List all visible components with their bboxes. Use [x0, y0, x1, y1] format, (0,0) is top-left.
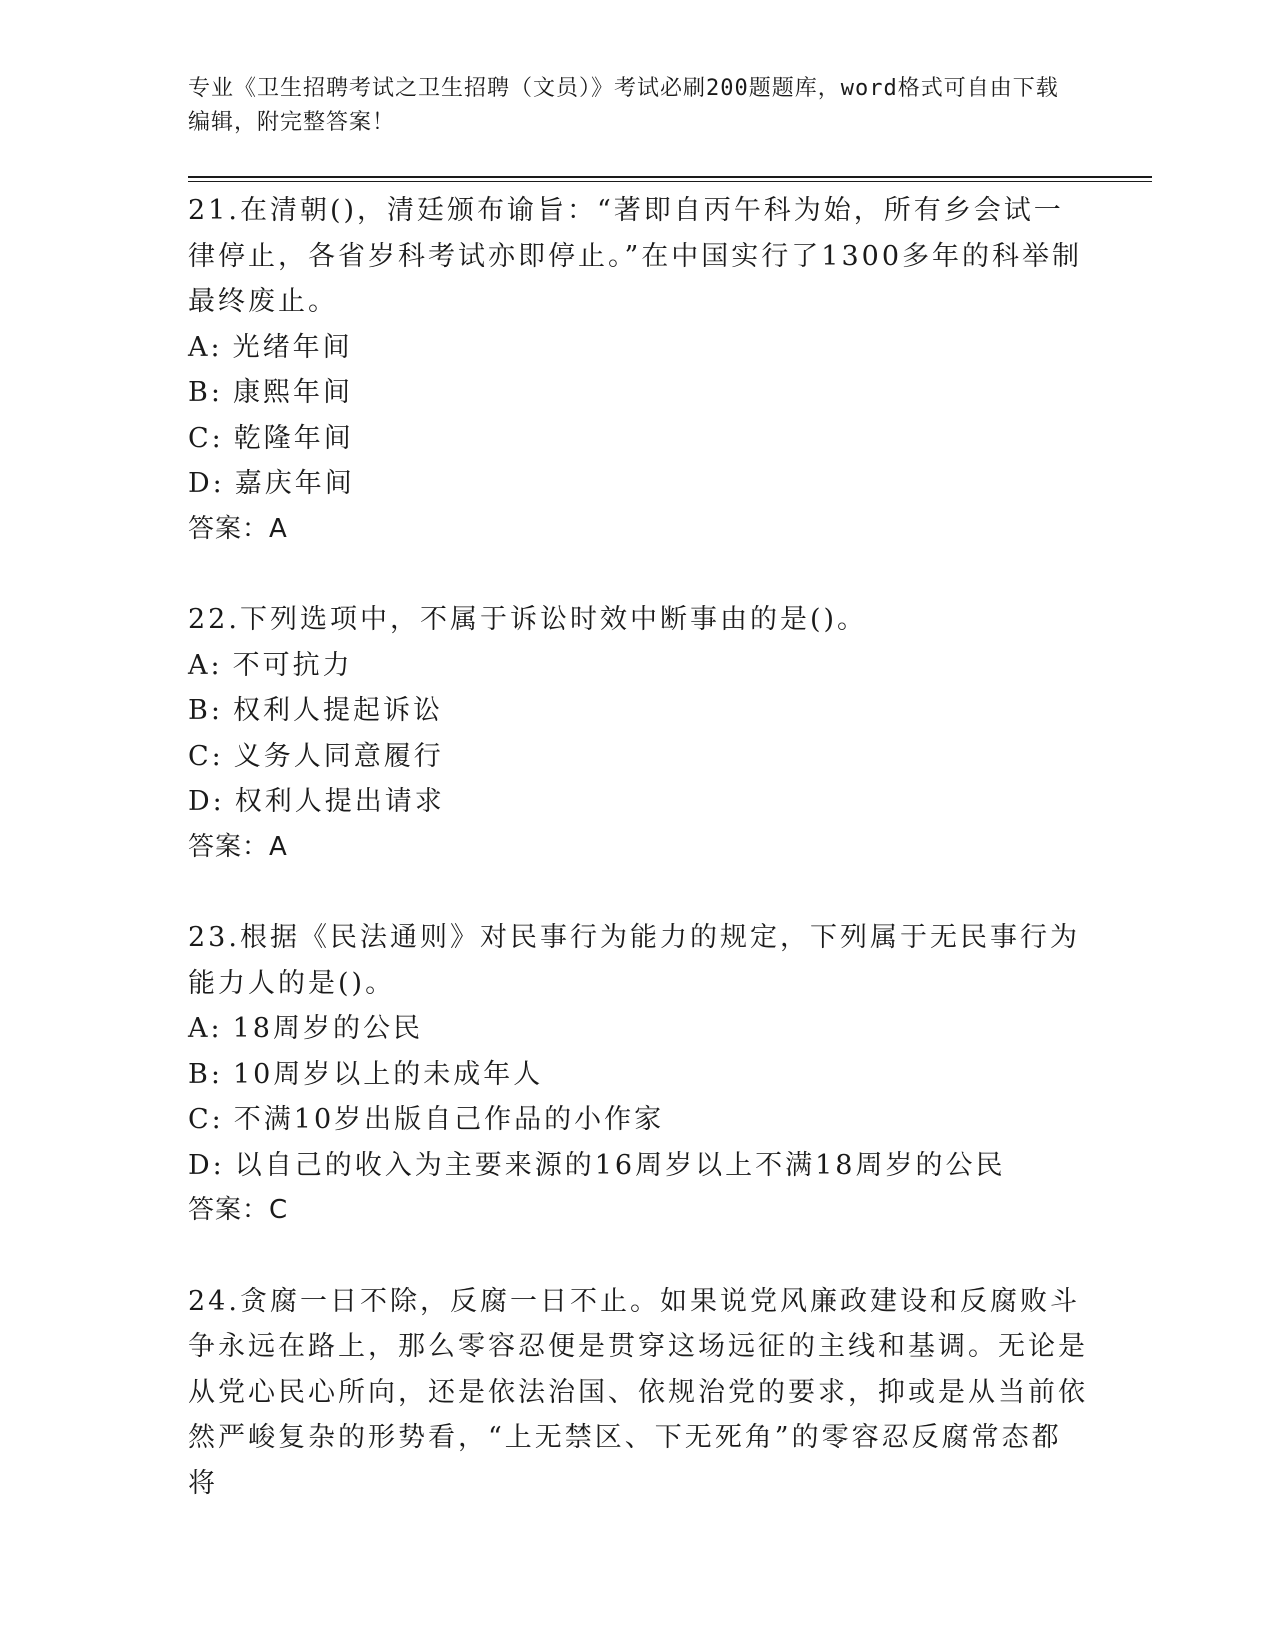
question-text: 21.在清朝()，清廷颁布谕旨：“著即自丙午科为始，所有乡会试一律停止，各省岁科考试亦即停止。”在中国实行了1300多年的科举制最终废止。 — [188, 195, 1083, 317]
spacer — [188, 870, 1088, 915]
question-24 — [188, 1279, 1088, 1507]
option-d — [188, 461, 1088, 507]
option-key: D: — [188, 786, 225, 817]
option-b — [188, 688, 1088, 734]
question-text: 24.贪腐一日不除，反腐一日不止。如果说党风廉政建设和反腐败斗争永远在路上，那么零容忍便是贯穿这场远征的主线和基调。无论是从党心民心所向，还是依法治国、依规治党的要求，抑或是从当前依然严峻复杂的形势看，“上无禁区、下无死角”的零容忍反腐常态都将 — [188, 1285, 1088, 1499]
option-key: D: — [188, 468, 225, 499]
option-b — [188, 370, 1088, 416]
option-a — [188, 1006, 1088, 1052]
option-text: 10周岁以上的未成年人 — [232, 1058, 544, 1090]
option-c — [188, 734, 1088, 780]
option-key: B: — [188, 377, 223, 408]
option-key: A: — [188, 331, 223, 363]
option-text: 乾隆年间 — [233, 422, 354, 454]
answer-line: 答案：C — [188, 1195, 289, 1225]
option-text: 义务人同意履行 — [233, 740, 444, 772]
option-text: 不满10岁出版自己作品的小作家 — [233, 1104, 665, 1135]
question-text: 22.下列选项中，不属于诉讼时效中断事由的是()。 — [188, 604, 868, 635]
option-text: 嘉庆年间 — [234, 468, 355, 499]
option-key: C: — [188, 740, 224, 772]
option-a — [188, 325, 1088, 371]
option-key: D: — [188, 1149, 225, 1181]
header-rule — [188, 176, 1152, 178]
spacer — [188, 552, 1088, 597]
option-key: A: — [188, 1013, 223, 1044]
answer-line: 答案：A — [188, 513, 288, 544]
question-21 — [188, 188, 1088, 552]
answer-line: 答案：A — [188, 831, 288, 862]
option-text: 权利人提起诉讼 — [232, 695, 443, 726]
header-text: 专业《卫生招聘考试之卫生招聘（文员）》考试必刷200题题库，word格式可自由下载编辑，附完整答案！ — [188, 76, 1059, 135]
option-text: 康熙年间 — [232, 377, 353, 408]
option-text: 光绪年间 — [232, 331, 353, 363]
header-rule-thin — [188, 181, 1152, 182]
option-text: 权利人提出请求 — [234, 786, 445, 817]
document-header — [188, 72, 1068, 140]
option-key: C: — [188, 422, 224, 454]
option-d — [188, 779, 1088, 825]
spacer — [188, 1234, 1088, 1279]
option-d — [188, 1143, 1088, 1189]
question-23 — [188, 915, 1088, 1234]
option-c — [188, 1097, 1088, 1143]
question-22 — [188, 597, 1088, 870]
option-c — [188, 416, 1088, 462]
question-text: 23.根据《民法通则》对民事行为能力的规定，下列属于无民事行为能力人的是()。 — [188, 922, 1080, 999]
option-b — [188, 1052, 1088, 1098]
option-key: B: — [188, 1058, 223, 1090]
option-key: A: — [188, 649, 223, 681]
option-a — [188, 643, 1088, 689]
option-key: C: — [188, 1104, 224, 1135]
option-text: 以自己的收入为主要来源的16周岁以上不满18周岁的公民 — [234, 1149, 1006, 1181]
question-list — [188, 188, 1088, 1506]
option-text: 不可抗力 — [232, 649, 353, 681]
option-key: B: — [188, 695, 223, 726]
option-text: 18周岁的公民 — [232, 1013, 423, 1044]
